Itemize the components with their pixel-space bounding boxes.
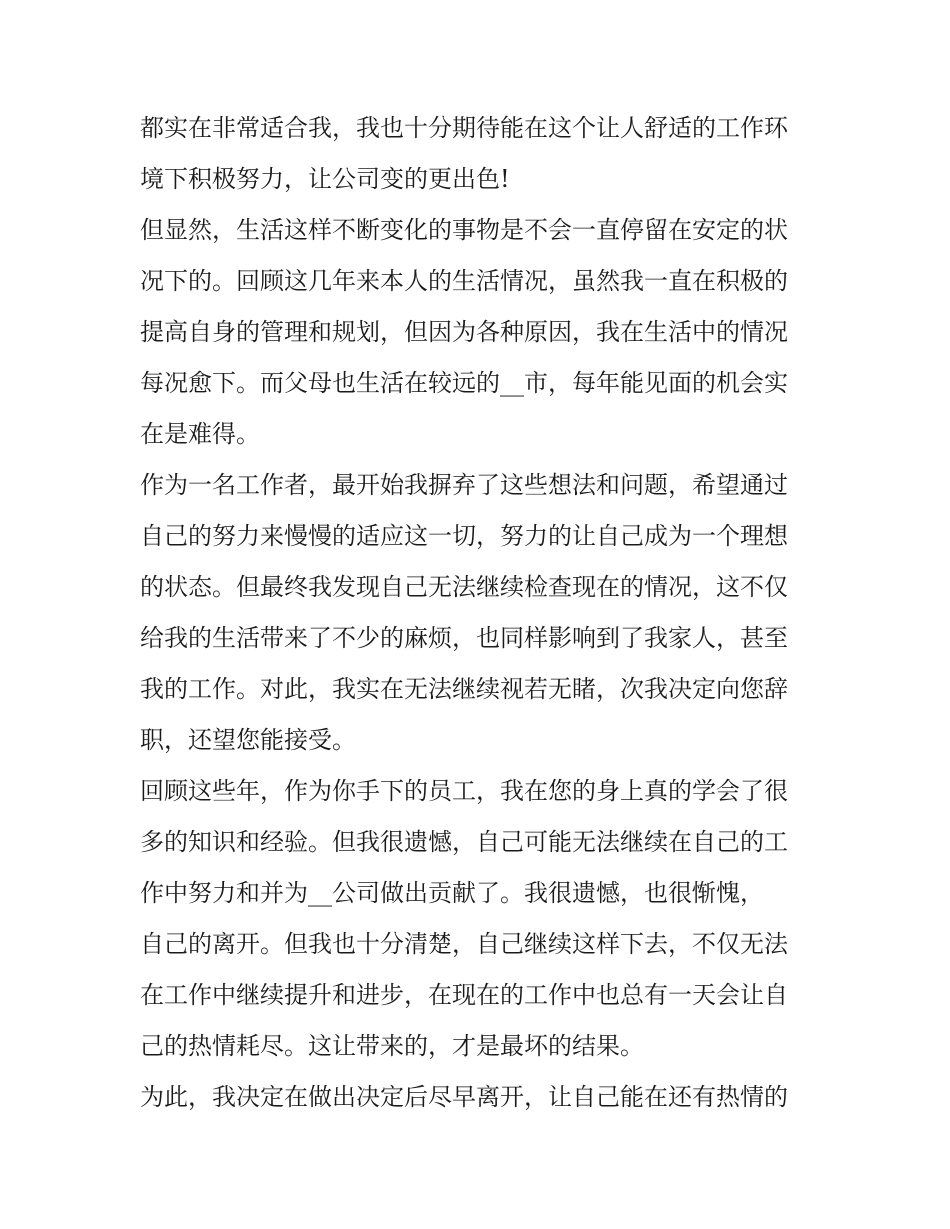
text-line: 但显然，生活这样不断变化的事物是不会一直停留在安定的状 (140, 216, 788, 244)
text-line: 作中努力和并为__公司做出贡献了。我很遗憾，也很惭愧， (140, 879, 764, 907)
text-line: 况下的。回顾这几年来本人的生活情况，虽然我一直在积极的 (140, 267, 788, 295)
text-line: 回顾这些年，作为你手下的员工，我在您的身上真的学会了很 (140, 777, 788, 805)
text-line: 在是难得。 (140, 420, 260, 448)
text-line: 作为一名工作者，最开始我摒弃了这些想法和问题，希望通过 (140, 471, 788, 499)
text-line: 职，还望您能接受。 (140, 726, 356, 754)
text-line: 我的工作。对此，我实在无法继续视若无睹，次我决定向您辞 (140, 675, 788, 703)
text-line: 境下积极努力，让公司变的更出色! (140, 165, 510, 193)
text-line: 都实在非常适合我，我也十分期待能在这个让人舒适的工作环 (140, 114, 788, 142)
text-line: 提高自身的管理和规划，但因为各种原因，我在生活中的情况 (140, 318, 788, 346)
text-line: 给我的生活带来了不少的麻烦，也同样影响到了我家人，甚至 (140, 624, 788, 652)
text-line: 的状态。但最终我发现自己无法继续检查现在的情况，这不仅 (140, 573, 788, 601)
text-line: 多的知识和经验。但我很遗憾，自己可能无法继续在自己的工 (140, 828, 788, 856)
text-line: 自己的努力来慢慢的适应这一切，努力的让自己成为一个理想 (140, 522, 788, 550)
text-line: 己的热情耗尽。这让带来的，才是最坏的结果。 (140, 1032, 644, 1060)
document-body (140, 103, 820, 1123)
text-line: 为此，我决定在做出决定后尽早离开，让自己能在还有热情的 (140, 1083, 788, 1111)
text-line: 自己的离开。但我也十分清楚，自己继续这样下去，不仅无法 (140, 930, 788, 958)
text-line: 在工作中继续提升和进步，在现在的工作中也总有一天会让自 (140, 981, 788, 1009)
text-line: 每况愈下。而父母也生活在较远的__市，每年能见面的机会实 (140, 369, 788, 397)
